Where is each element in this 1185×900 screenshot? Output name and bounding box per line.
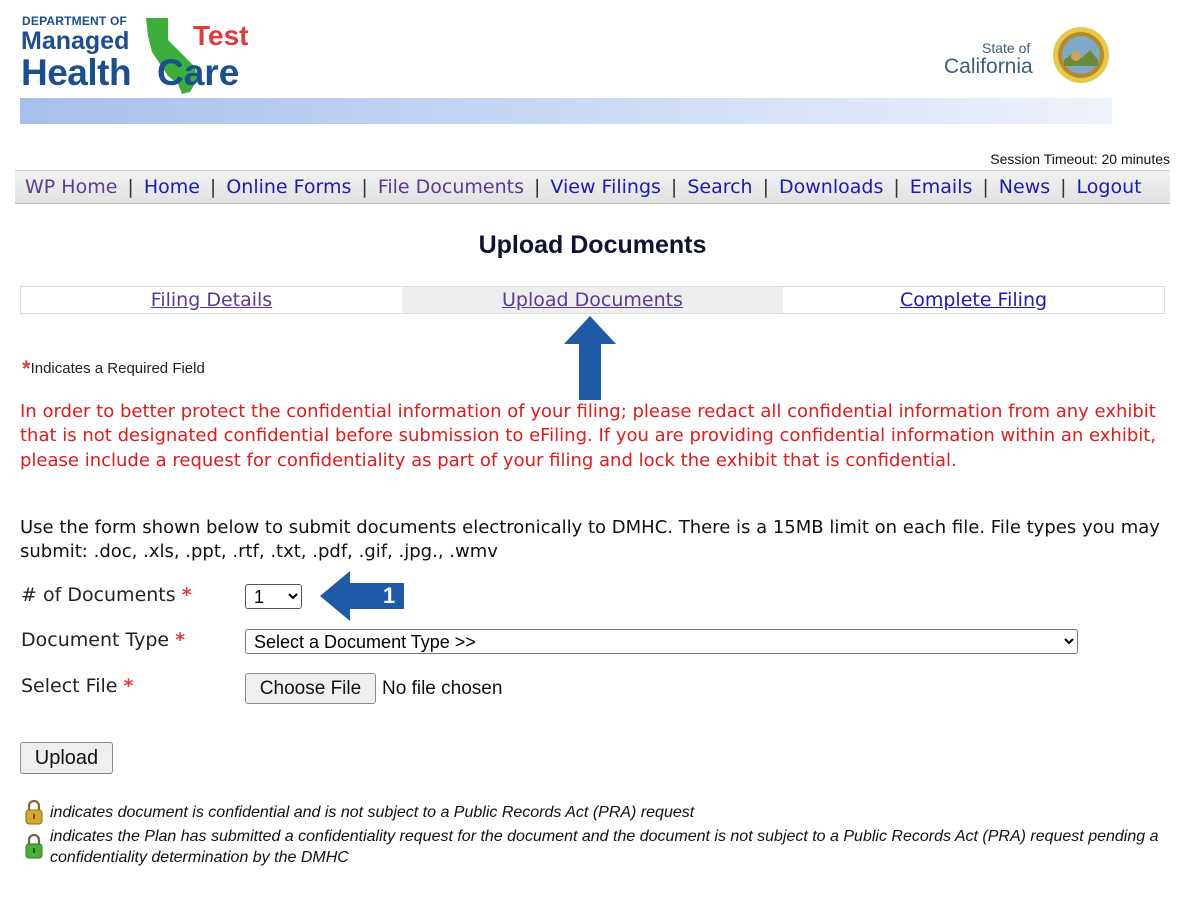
document-type-label-text: Document Type <box>21 629 170 651</box>
document-type-label <box>21 629 185 651</box>
callout-number: 1 <box>383 583 396 608</box>
num-documents-label <box>21 584 192 606</box>
nav-separator: | <box>127 176 134 198</box>
nav-news[interactable]: News <box>998 176 1051 198</box>
nav-view-filings[interactable]: View Filings <box>550 176 661 198</box>
select-file-label <box>21 675 133 697</box>
lock-gold-icon <box>24 798 44 826</box>
nav-wp-home[interactable]: WP Home <box>25 176 118 198</box>
logo-test-text: Test <box>193 20 249 51</box>
required-field-text: Indicates a Required Field <box>30 360 205 377</box>
step-filing-details <box>21 287 402 313</box>
step-complete-filing-link[interactable]: Complete Filing <box>899 289 1048 311</box>
required-star: * <box>22 356 31 381</box>
step-upload-documents <box>402 287 783 313</box>
document-type-select[interactable] <box>245 629 1078 654</box>
page-title: Upload Documents <box>478 231 707 259</box>
logo-managed-text: Managed <box>21 27 130 55</box>
select-file-label-text: Select File <box>21 675 118 697</box>
required-star: * <box>175 629 186 651</box>
state-name-text: California <box>944 55 1033 78</box>
step-complete-filing <box>783 287 1164 313</box>
state-of-text: State of <box>982 40 1031 56</box>
logo-care-text: Care <box>157 52 240 93</box>
legend-pending-text: indicates the Plan has submitted a confidentiality request for the document and the document is not subject to a Public Records Act (PRA) request pending a confidentiality determination by the DMHC <box>50 828 1159 866</box>
nav-separator: | <box>982 176 989 198</box>
choose-file-button[interactable]: Choose File <box>245 673 376 704</box>
step-tabs <box>20 286 1165 314</box>
confidential-warning: In order to better protect the confidential information of your filing; please redact all confidential information from any exhibit that is not designated confidential before submission to eFiling. If you are providing confidential information within an exhibit, please include a request for confidentiality as part of your filing and lock the exhibit that is confidential. <box>20 401 1157 471</box>
required-field-note <box>22 356 205 382</box>
no-file-chosen-text: No file chosen <box>382 678 503 699</box>
nav-emails[interactable]: Emails <box>909 176 973 198</box>
legend-confidential-text: indicates document is confidential and is not subject to a Public Records Act (PRA) request <box>50 804 695 821</box>
nav-separator: | <box>893 176 900 198</box>
dmhc-logo <box>0 0 270 100</box>
nav-separator: | <box>361 176 368 198</box>
num-documents-select[interactable] <box>245 584 302 609</box>
arrow-up-icon <box>562 316 618 400</box>
nav-search[interactable]: Search <box>687 176 753 198</box>
top-nav <box>15 170 1170 204</box>
nav-online-forms[interactable]: Online Forms <box>226 176 352 198</box>
step-filing-details-link[interactable]: Filing Details <box>150 289 273 311</box>
header-banner <box>20 98 1112 124</box>
logo-department-text: DEPARTMENT OF <box>22 14 128 28</box>
lock-green-icon <box>24 832 44 860</box>
nav-logout[interactable]: Logout <box>1076 176 1142 198</box>
nav-separator: | <box>670 176 678 198</box>
nav-separator: | <box>762 176 770 198</box>
required-star: * <box>181 584 192 606</box>
nav-file-documents[interactable]: File Documents <box>377 176 524 198</box>
nav-separator: | <box>534 176 541 198</box>
required-star: * <box>123 675 134 697</box>
nav-separator: | <box>209 176 217 198</box>
session-timeout: Session Timeout: 20 minutes <box>990 151 1170 167</box>
step-upload-documents-link[interactable]: Upload Documents <box>502 289 683 311</box>
upload-button[interactable]: Upload <box>20 742 113 774</box>
num-documents-label-text: # of Documents <box>21 584 176 606</box>
logo-health-text: Health <box>21 52 132 93</box>
nav-separator: | <box>1060 176 1067 198</box>
state-seal-icon <box>1052 26 1110 84</box>
upload-instructions: Use the form shown below to submit documents electronically to DMHC. There is a 15MB limit on each file. File types you may submit: .doc, .xls, .ppt, .rtf, .txt, .pdf, .gif, .jpg., .wmv <box>20 517 1160 563</box>
nav-downloads[interactable]: Downloads <box>779 176 884 198</box>
nav-home[interactable]: Home <box>143 176 200 198</box>
